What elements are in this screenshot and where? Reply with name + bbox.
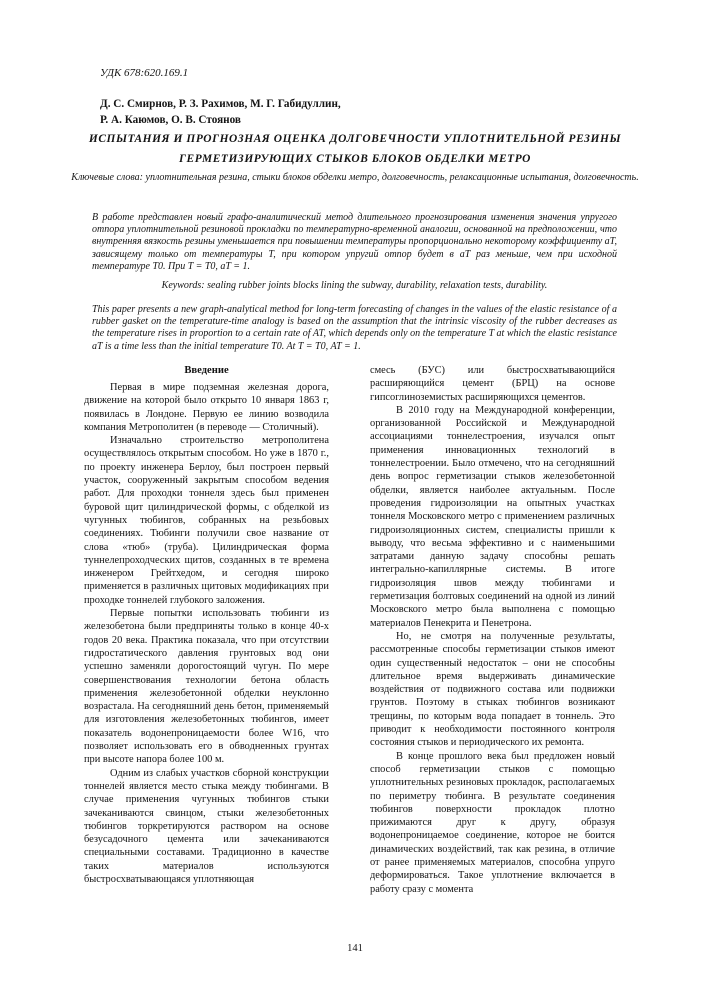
abstract-english: This paper presents a new graph-analytical method for long-term forecasting of changes in the values of the elastic resistance of a rubber gasket on the temperature-time analogy is based on the assumption that the intrinsic viscosity of the rubber decreases as the temperature rises in proportion to a certain rate of AT, which depends only on the temperature T at which the elastic resistance aT is a time less than the initial temperature T0. At T = T0, AT = 1. bbox=[92, 304, 617, 352]
authors-line-1: Д. С. Смирнов, Р. З. Рахимов, М. Г. Габидуллин, bbox=[100, 98, 341, 110]
paragraph: Но, не смотря на полученные результаты, рассмотренные способы герметизации стыков имеют один существенный недостаток – они не способны длительное время выдерживать динамические воздействия от подвижного состава или подвижки грунтов. Поэтому в стыках тюбингов возникают трещины, по которым вода попадает в тоннель. Это приводит к необходимости постоянного контроля состояния стыков и периодического их ремонта. bbox=[370, 630, 615, 749]
author-list bbox=[100, 96, 620, 128]
page-number: 141 bbox=[347, 943, 363, 954]
paragraph: Первые попытки использовать тюбинги из железобетона были предприняты только в конце 40-х годов 20 века. Практика показала, что при отсутствии гидростатического давления грунтовых вод они успешно заменяли дорогостоящий чугун. По мере совершенствования технологии бетона область применения железобетонной обделки неуклонно возрастала. На сегодняшний день бетон, применяемый для изготовления железобетонных тюбингов, имеет показатель водонепроницаемости более W16, что позволяет использовать его в обводненных грунтах при высоте напора более 100 м. bbox=[84, 608, 329, 766]
section-heading-introduction: Введение bbox=[184, 365, 229, 376]
right-column bbox=[370, 364, 615, 896]
abstract-russian: В работе представлен новый графо-аналитический метод длительного прогнозирования изменения значения упругого отпора уплотнительной резиновой прокладки по температурно-временной аналогии, основанной на предположении, что внутренняя вязкость резины уменьшается при повышении температуры пропорционально некоторому коэффициенту aT, зависящему только от температуры T, при котором упругий отпор будет в aT раз меньше, чем при исходной температуре T0. При T = T0, aT = 1. bbox=[92, 212, 617, 272]
paragraph: Изначально строительство метрополитена осуществлялось открытым способом. Но уже в 1870 г., по проекту инженера Берлоу, был построен первый участок, сооруженный закрытым способом ведения работ. Для проходки тоннеля здесь был применен буровой щит цилиндрической формы, с обделкой из чугунных тюбингов, собранных на резьбовых соединениях. Тюбинги получили свое название от слова «тюб» (труба). Цилиндрическая форма туннелепроходческих щитов, созданных в те времена инженером Грейтхедом, и сегодня широко применяется в различных щитовых модификациях при проходке тоннелей глубокого заложения. bbox=[84, 435, 329, 606]
keywords-english: Keywords: sealing rubber joints blocks lining the subway, durability, relaxation tests, durability. bbox=[161, 280, 548, 291]
authors-line-2: Р. А. Каюмов, О. В. Стоянов bbox=[100, 114, 241, 126]
keywords-russian: Ключевые слова: уплотнительная резина, стыки блоков обделки метро, долговечность, релаксационные испытания, долговечность. bbox=[71, 172, 639, 183]
paper-title: ИСПЫТАНИЯ И ПРОГНОЗНАЯ ОЦЕНКА ДОЛГОВЕЧНОСТИ УПЛОТНИТЕЛЬНОЙ РЕЗИНЫ ГЕРМЕТИЗИРУЮЩИХ СТЫКОВ БЛОКОВ ОБДЕЛКИ МЕТРО bbox=[88, 133, 622, 165]
left-column bbox=[84, 364, 329, 886]
paragraph: Первая в мире подземная железная дорога, движение на которой было открыто 10 января 1863 г, появилась в Лондоне. Первую ее линию возводила компания Метрополитен (в переводе — Столичный). bbox=[84, 382, 329, 433]
paragraph: Одним из слабых участков сборной конструкции тоннелей является место стыка между тюбингами. В случае применения чугунных тюбингов стыки зачеканиваются свинцом, стыки железобетонных тюбингов торкретируются раствором на основе безусадочного цемента или зачеканиваются специальными составами. Традиционно в качестве таких материалов используются быстросхватывающаяся уплотняющая bbox=[84, 767, 329, 885]
paragraph: В 2010 году на Международной конференции, организованной Российской и Международной ассоциациями тоннелестроения, изучался опыт применения инновационных технологий в тоннелестроении. Было отмечено, что на сегодняшний день вопрос герметизации стыков железобетонной обделки, является наиболее актуальным. После проведения гидроизоляции на опытных участках тоннеля Московского метро с применением различных гидроизоляционных систем, специалисты пришли к выводу, что весьма эффективно и с наименьшими затратами данную задачу способны решать интегрально-капиллярные системы. В итоге гидроизоляция швов между тюбингами и герметизация болтовых соединений на одной из линий Московского метро была выполнена с помощью материалов Пенекрита и Пенетрона. bbox=[370, 404, 615, 629]
paragraph-continuation: смесь (БУС) или быстросхватывающийся расширяющийся цемент (БРЦ) на основе гипсоглиноземистых расширяющихся цементов. bbox=[370, 365, 615, 403]
paragraph: В конце прошлого века был предложен новый способ герметизации стыков с помощью уплотнительных резиновых прокладок, располагаемых по периметру тюбинга. В результате соединения тюбингов поверхности прокладок плотно прижимаются друг к другу, образуя водонепроницаемое соединение, которое не боится динамических воздействий, так как резина, в отличие от ранее применяемых материалов, способна упруго деформироваться. Такое уплотнение включается в работу сразу с момента bbox=[370, 750, 615, 895]
udk-code: УДК 678:620.169.1 bbox=[100, 67, 189, 79]
